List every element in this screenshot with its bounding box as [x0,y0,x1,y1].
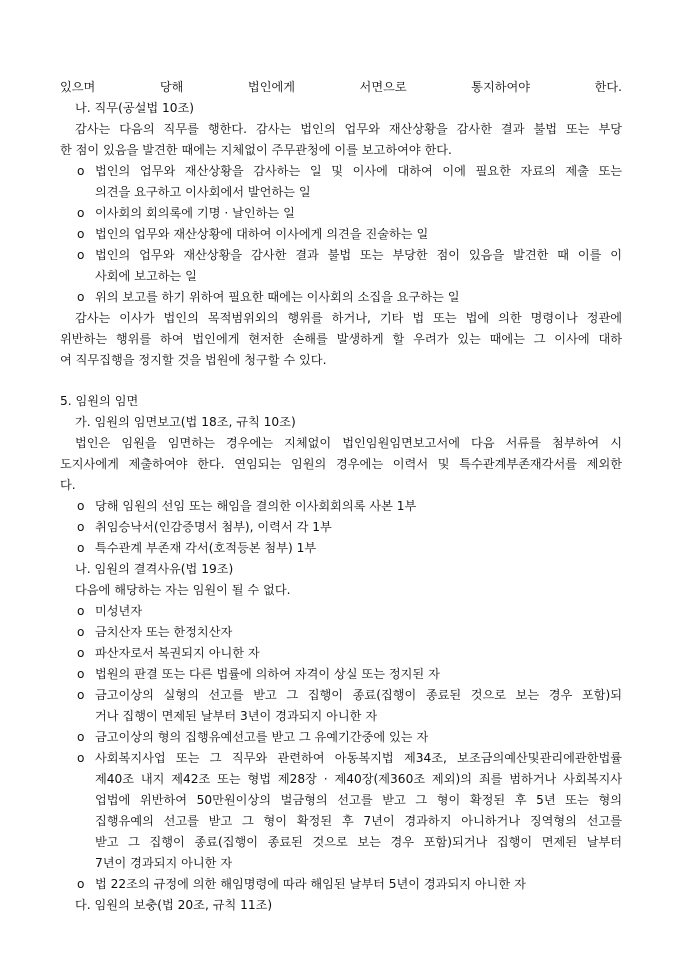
list-item-continuation: 거나 집행이 면제된 날부터 3년이 경과되지 아니한 자 [95,709,378,723]
list-item: o 미성년자 [77,601,622,622]
bullet-icon: o [77,499,85,513]
list-item: o 특수관계 부존재 각서(호적등본 첨부) 1부 [77,538,622,559]
bullet-icon: o [77,688,85,702]
subsection-heading: 나. 직무(공설법 10조) [75,101,195,115]
list-item: o 파산자로서 복권되지 아니한 자 [77,643,622,664]
list-item: o 금고이상의 실형의 선고를 받고 그 집행이 종료(집행이 종료된 것으로 보는 경우 포함)되 [77,685,622,706]
paragraph-line: 도지사에게 제출하여야 한다. 연임되는 임원의 경우에는 이력서 및 특수관계부존재각서를 제외한 [60,457,622,471]
list-item-continuation: 사회에 보고하는 일 [95,269,197,283]
bullet-icon: o [77,751,85,765]
list-item: o 법인의 업무와 재산상황에 대하여 이사에게 의견을 진술하는 일 [77,224,622,245]
paragraph-line: 법인은 임원을 임면하는 경우에는 지체없이 법인임원임면보고서에 다음 서류를 첨부하여 시 [75,436,622,450]
bullet-icon: o [77,164,85,178]
list-item-continuation: 의견을 요구하고 이사회에서 발언하는 일 [95,185,311,199]
bullet-icon: o [77,667,85,681]
list-item: o 금치산자 또는 한정치산자 [77,622,622,643]
list-item-continuation: 집행유예의 선고를 받고 그 형이 확정된 후 7년이 경과하지 아니하거나 징역형의 선고를 [95,814,622,828]
list-item: o 법 22조의 규정에 의한 해임명령에 따라 해임된 날부터 5년이 경과되지 아니한 자 [77,874,622,895]
list-item-continuation: 받고 그 집행이 종료(집행이 종료된 것으로 보는 경우 포함)되거나 집행이 면제된 날부터 [95,835,622,849]
list-item-continuation: 7년이 경과되지 아니한 자 [95,856,233,870]
paragraph-line: 감사는 이사가 법인의 목적범위외의 행위를 하거나, 기타 법 또는 법에 의한 명령이나 정관에 [75,311,622,325]
bullet-icon: o [77,541,85,555]
bullet-icon: o [77,646,85,660]
list-item: o 사회복지사업 또는 그 직무와 관련하여 아동복지법 제34조, 보조금의예산및관리에관한법률 [77,748,622,769]
list-item: o 취임승낙서(인감증명서 첨부), 이력서 각 1부 [77,517,622,538]
bullet-icon: o [77,227,85,241]
list-item: o 법인의 업무와 재산상황을 감사한 결과 불법 또는 부당한 점이 있음을 발견한 때 이를 이 [77,245,622,266]
list-item: o 법원의 판결 또는 다른 법률에 의하여 자격이 상실 또는 정지된 자 [77,664,622,685]
list-item-continuation: 업법에 위반하여 50만원이상의 벌금형의 선고를 받고 그 형이 확정된 후 5년 또는 형의 [95,793,622,807]
text-line: 있으며 당해 법인에게 서면으로 통지하여야 한다. [60,80,622,94]
section-heading: 5. 임원의 임면 [60,394,139,408]
subsection-heading: 다. 임원의 보충(법 20조, 규칙 11조) [75,898,273,912]
bullet-icon: o [77,877,85,891]
list-item: o 금고이상의 형의 집행유예선고를 받고 그 유예기간중에 있는 자 [77,727,622,748]
paragraph-line: 다. [60,478,76,492]
paragraph-line: 여 직무집행을 정지할 것을 법원에 청구할 수 있다. [60,353,327,367]
bullet-icon: o [77,520,85,534]
bullet-icon: o [77,206,85,220]
list-item: o 위의 보고를 하기 위하여 필요한 때에는 이사회의 소집을 요구하는 일 [77,287,622,308]
bullet-icon: o [77,290,85,304]
list-item-continuation: 제40조 내지 제42조 또는 형법 제28장 · 제40장(제360조 제외)의 죄를 범하거나 사회복지사 [95,772,622,786]
list-item: o 이사회의 회의록에 기명 · 날인하는 일 [77,203,622,224]
subsection-heading: 가. 임원의 임면보고(법 18조, 규칙 10조) [75,415,296,429]
subsection-heading: 나. 임원의 결격사유(법 19조) [75,562,234,576]
bullet-icon: o [77,248,85,262]
list-item: o 법인의 업무와 재산상황을 감사하는 일 및 이사에 대하여 이에 필요한 자료의 제출 또는 [77,161,622,182]
paragraph-line: 감사는 다음의 직무를 행한다. 감사는 법인의 업무와 재산상황을 감사한 결과 불법 또는 부당 [75,122,622,136]
paragraph-line: 한 점이 있음을 발견한 때에는 지체없이 주무관청에 이를 보고하여야 한다. [60,143,452,157]
bullet-icon: o [77,730,85,744]
bullet-icon: o [77,604,85,618]
bullet-icon: o [77,625,85,639]
paragraph-line: 다음에 해당하는 자는 임원이 될 수 없다. [75,583,291,597]
paragraph-line: 위반하는 행위를 하여 법인에게 현저한 손해를 발생하게 할 우려가 있는 때에는 그 이사에 대하 [60,332,622,346]
list-item: o 당해 임원의 선임 또는 해임을 결의한 이사회회의록 사본 1부 [77,496,622,517]
